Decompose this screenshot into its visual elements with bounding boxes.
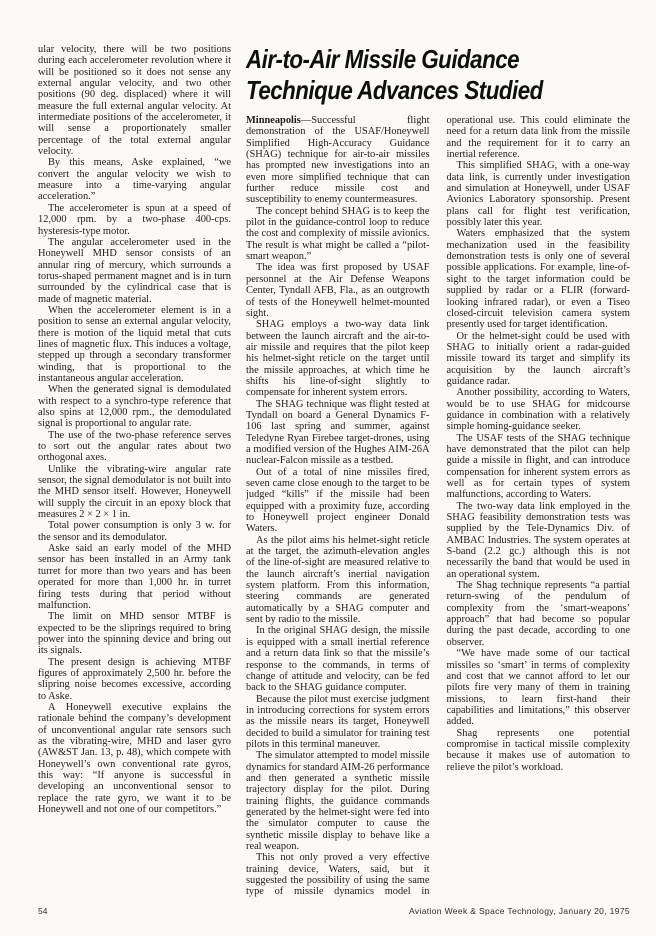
paragraph: A Honeywell executive explains the rationale behind the company’s development of unconventional angular rate sensors such as the vibrating-wire, MHD and laser gyro (AW&ST Jan. 13, p. 48), which compete with Honeywell’s own conventional rate gyros, this way: “If anyone is successful in developing an unconventional sensor to replace the rate gyro, we want it to be Honeywell and not one of our competitors.”	[38, 701, 231, 816]
paragraph: This not only proved a very effective training device, Waters, said, but it suggested the possibility of using the same type of missile dynamics model in operational use. This could eliminate the need for a return data link from the missile and the requirement for it to carry an inertial reference.	[246, 115, 630, 898]
paragraph: The SHAG technique was flight tested at Tyndall on board a General Dynamics F-106 last spring and summer, against Teledyne Ryan Firebee target-drones, using a modified version of the Hughes AIM-26A nuclear-Falcon missile as a testbed.	[246, 398, 430, 467]
paragraph: When the generated signal is demodulated with respect to a synchro-type reference that also spins at 12,000 rpm., the demodulated signal is proportional to angular rate.	[38, 384, 231, 430]
article-title-line1: Air-to-Air Missile Guidance	[246, 44, 520, 74]
paragraph: When the accelerometer element is in a position to sense an external angular velocity, there is motion of the liquid metal that cuts lines of magnetic flux. This induces a voltage, stepped up through a secondary transformer winding, that is proportional to the instantaneous angular acceleration.	[38, 304, 231, 384]
publication-line: Aviation Week & Space Technology, January 20, 1975	[408, 906, 630, 916]
page-footer	[38, 906, 630, 916]
paragraph: Out of a total of nine missiles fired, seven came close enough to the target to be judged “kills” if the missile had been equipped with a proximity fuze, according to Honeywell project engineer Donald Waters.	[246, 466, 430, 535]
paragraph: The present design is achieving MTBF figures of approximately 2,500 hr. before the slipring noise becomes excessive, according to Aske.	[38, 656, 231, 702]
page-columns	[38, 44, 630, 906]
paragraph: The use of the two-phase reference serves to sort out the angular rates about two orthogonal axes.	[38, 429, 231, 464]
paragraph: ular velocity, there will be two positions during each accelerometer revolution where it will be positioned so it does not sense any external angular velocity, and two other positions (90 deg. displaced) where it will measure the full external angular velocity. At intermediate positions of the accelerometer, it will sense a proportionately smaller percentage of the total external angular velocity.	[38, 44, 231, 158]
paragraph: Waters emphasized that the system mechanization used in the feasibility demonstration tests is only one of several possible applications. For example, line-of-sight to the target information could be supplied by radar or a FLIR (forward-looking infrared radar), or even a Tiseo closed-circuit television camera system presently used for target identification.	[446, 228, 630, 331]
paragraph: As the pilot aims his helmet-sight reticle at the target, the azimuth-elevation angles of the line-of-sight are measured relative to the launch aircraft’s inertial navigation system platform. From this information, steering commands are generated automatically by a SHAG computer and sent by radio to the missile.	[246, 534, 430, 626]
paragraph: SHAG employs a two-way data link between the launch aircraft and the air-to-air missile and requires that the pilot keep his helmet-sight reticle on the target until the missile approaches, at which time he shifts his line-of-sight slightly to compensate for inherent system errors.	[246, 319, 430, 399]
paragraph: Total power consumption is only 3 w. for the sensor and its demodulator.	[38, 520, 231, 543]
paragraph: By this means, Aske explained, “we convert the angular velocity we wish to measure into a time-varying angular acceleration.”	[38, 157, 231, 203]
paragraph: Because the pilot must exercise judgment in introducing corrections for system errors as the missile nears its target, Honeywell decided to build a simulator for training test pilots in this terminal maneuver.	[246, 693, 430, 750]
paragraph: This simplified SHAG, with a one-way data link, is currently under investigation and simulation at Honeywell, under USAF Avionics Laboratory sponsorship. Present plans call for flight test verification, possibly later this year.	[446, 160, 630, 229]
paragraph: Another possibility, according to Waters, would be to use SHAG for midcourse guidance in combination with a relatively simple homing-guidance seeker.	[446, 387, 630, 433]
paragraph: Or the helmet-sight could be used with SHAG to initially orient a radar-guided missile toward its target and simplify its acquisition by the launch aircraft’s guidance radar.	[446, 330, 630, 387]
dateline: Minneapolis	[246, 115, 301, 126]
paragraph: “We have made some of our tactical missiles so ‘smart’ in terms of complexity and cost that we cannot afford to let our pilots fire very many of them in training missions, to learn first-hand their capabilities and limitations,” this observer added.	[446, 648, 630, 728]
paragraph: Minneapolis—Successful flight demonstration of the USAF/Honeywell Simplified High-Accuracy Guidance (SHAG) technique for air-to-air missiles has prompted new investigations into an even more simplified technique that can further reduce missile cost and susceptibility to enemy countermeasures.	[246, 115, 430, 206]
page-number: 54	[38, 906, 48, 916]
article-body-text	[246, 115, 630, 906]
paragraph: The Shag technique represents “a partial return-swing of the pendulum of complexity from the ‘smart-weapons’ approach” that had become so popular during the past decade, according to one observer.	[446, 580, 630, 648]
paragraph: The USAF tests of the SHAG technique have demonstrated that the pilot can help guide a missile in flight, and can introduce compensation for inherent system errors as well as for certain types of system malfunctions, according to Waters.	[446, 432, 630, 501]
paragraph: In the original SHAG design, the missile is equipped with a small inertial reference and a return data link so that the missile’s response to the commands, in terms of change of attitude and velocity, can be fed back to the SHAG guidance computer.	[246, 625, 430, 694]
paragraph: Aske said an early model of the MHD sensor has been installed in an Army tank turret for more than two years and has been operated for more than 1,000 hr. in turret firing tests during that period without malfunction.	[38, 543, 231, 611]
paragraph: The limit on MHD sensor MTBF is expected to be the sliprings required to bring power into the spinning device and bring out its signals.	[38, 611, 231, 657]
paragraph: The accelerometer is spun at a speed of 12,000 rpm. by a two-phase 400-cps. hysteresis-type motor.	[38, 202, 231, 237]
article	[246, 44, 630, 906]
article-title	[246, 44, 576, 106]
paragraph: The concept behind SHAG is to keep the pilot in the guidance-control loop to reduce the cost and complexity of missile avionics. The result is what might be called a “pilot-smart weapon.”	[246, 205, 430, 263]
article-title-line2: Technique Advances Studied	[246, 75, 543, 105]
paragraph: The angular accelerometer used in the Honeywell MHD sensor consists of an annular ring of mercury, which surrounds a torus-shaped permanent magnet and is in turn surrounded by the cylindrical case that is made of magnetic material.	[38, 236, 231, 305]
paragraph: Unlike the vibrating-wire angular rate sensor, the signal demodulator is not built into the MHD sensor itself. However, Honeywell will supply the circuit in an epoxy block that measures 2 × 2 × 1 in.	[38, 463, 231, 521]
paragraph: Shag represents one potential compromise in tactical missile complexity because it makes use of automation to relieve the pilot’s workload.	[446, 727, 630, 773]
left-column-continuation-text	[38, 44, 231, 906]
paragraph: The idea was first proposed by USAF personnel at the Air Defense Weapons Center, Tyndall AFB, Fla., as an outgrowth of tests of the Honeywell helmet-mounted sight.	[246, 262, 430, 319]
paragraph: The two-way data link employed in the SHAG feasibility demonstration tests was supplied by the Tele-Dynamics Div. of AMBAC Industries. The system operates at S-band (2.2 gc.) although this is not necessarily the band that would be used in an operational system.	[446, 500, 630, 580]
paragraph: The simulator attempted to model missile dynamics for standard AIM-26 performance and then generated a synthetic missile trajectory display for the pilot. During training flights, the guidance commands generated by the helmet-sight were fed into the simulator computer to cause the synthetic missile display to behave like a real weapon.	[246, 750, 430, 852]
